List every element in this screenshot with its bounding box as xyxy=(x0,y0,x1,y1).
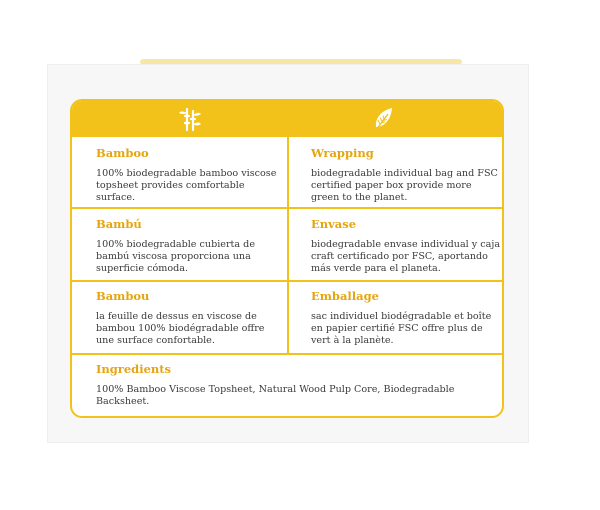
row-divider xyxy=(72,280,502,282)
section-title: Bambou xyxy=(96,289,150,303)
section-title: Envase xyxy=(311,217,357,231)
section-title: Bamboo xyxy=(96,146,149,160)
row-divider xyxy=(72,207,502,209)
section-bambou xyxy=(96,290,282,347)
section-title: Bambú xyxy=(96,217,142,231)
section-text: biodegradable individual bag and FSC certified paper box provide more green to the planet. xyxy=(311,168,498,203)
panel-header xyxy=(72,101,502,137)
section-text: sac individuel biodégradable et boîte en papier certifié FSC offre plus de vert à la planète. xyxy=(311,311,492,346)
section-bambu xyxy=(96,218,282,275)
section-text: 100% biodegradable bamboo viscose topsheet provides comfortable surface. xyxy=(96,168,277,203)
section-text: la feuille de dessus en viscose de bambou 100% biodégradable offre une surface confortable. xyxy=(96,311,265,346)
section-title: Wrapping xyxy=(311,146,374,160)
section-text: 100% biodegradable cubierta de bambú viscosa proporciona una superficie cómoda. xyxy=(96,239,255,274)
section-envase xyxy=(311,218,501,275)
section-title: Emballage xyxy=(311,289,379,303)
section-text: 100% Bamboo Viscose Topsheet, Natural Wood Pulp Core, Biodegradable Backsheet. xyxy=(96,384,455,407)
section-title: Ingredients xyxy=(96,362,172,376)
row-divider xyxy=(72,353,502,355)
section-ingredients xyxy=(96,363,476,408)
section-bamboo xyxy=(96,147,282,204)
info-panel xyxy=(70,99,504,418)
leaf-icon xyxy=(370,105,398,133)
section-wrapping xyxy=(311,147,501,204)
section-text: biodegradable envase individual y caja craft certificado por FSC, aportando más verde para el planeta. xyxy=(311,239,501,274)
bamboo-icon xyxy=(176,105,204,133)
column-divider xyxy=(287,137,289,353)
section-emballage xyxy=(311,290,501,347)
